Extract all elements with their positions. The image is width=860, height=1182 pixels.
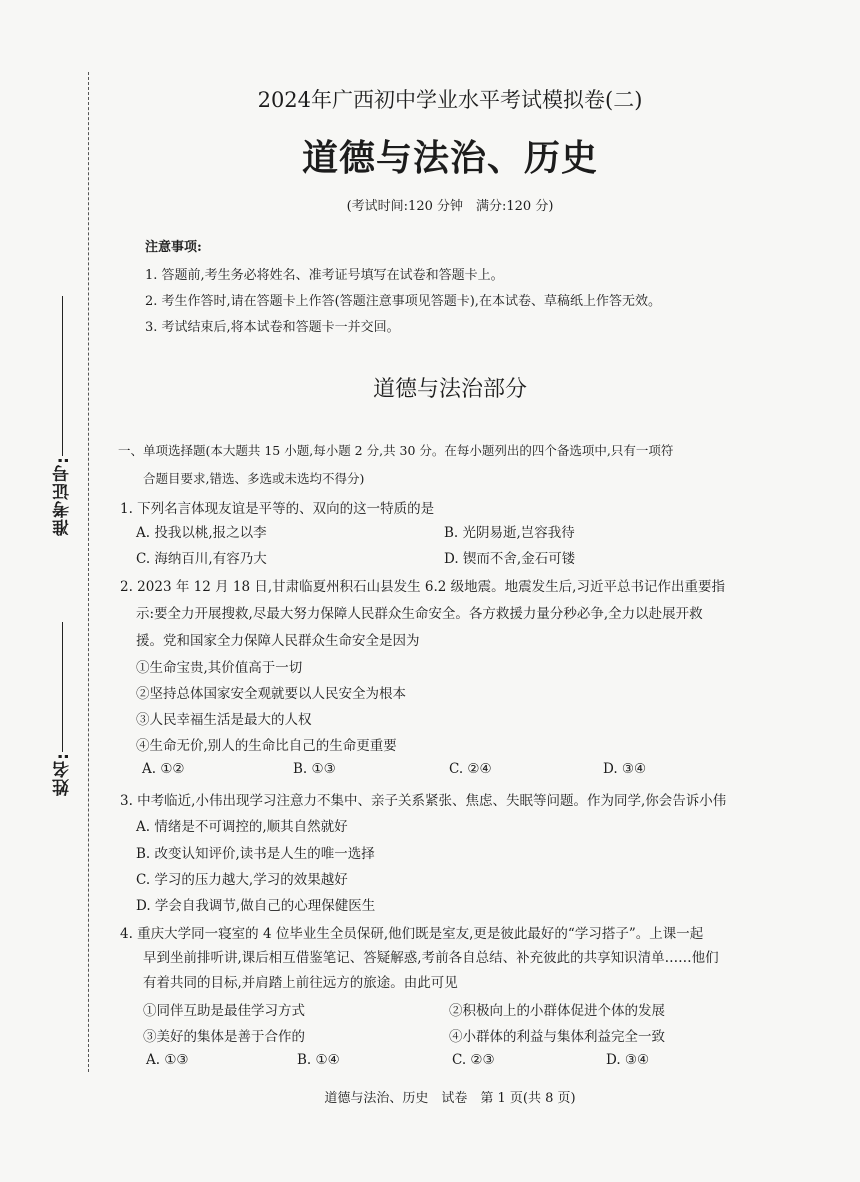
q2-option-a: A. ①②: [142, 761, 185, 777]
q1-option-b: B. 光阴易逝,岂容我待: [444, 525, 575, 541]
q4-statement: ②积极向上的小群体促进个体的发展: [449, 1003, 665, 1019]
q4-stem-cont: 早到坐前排听讲,课后相互借鉴笔记、答疑解惑,考前各自总结、补充彼此的共享知识清单……他们: [143, 950, 719, 966]
q1-option-a: A. 投我以桃,报之以李: [136, 525, 267, 541]
q3-stem: 3. 中考临近,小伟出现学习注意力不集中、亲子关系紧张、焦虑、失眠等问题。作为同学,你会告诉小伟: [120, 793, 727, 809]
q2-statement: ③人民幸福生活是最大的人权: [136, 712, 312, 728]
section-title: 道德与法治部分: [372, 377, 527, 402]
q4-statement: ③美好的集体是善于合作的: [143, 1029, 305, 1045]
q2-option-d: D. ③④: [603, 761, 647, 777]
q2-statement: ①生命宝贵,其价值高于一切: [136, 660, 303, 676]
q4-option-a: A. ①③: [146, 1052, 189, 1068]
q4-stem-cont: 有着共同的目标,并肩踏上前往远方的旅途。由此可见: [143, 975, 458, 991]
exam-id-field[interactable]: [42, 296, 82, 536]
q3-option-c: C. 学习的压力越大,学习的效果越好: [136, 872, 348, 888]
note-item: 3. 考试结束后,将本试卷和答题卡一并交回。: [145, 320, 400, 335]
q3-option-d: D. 学会自我调节,做自己的心理保健医生: [136, 898, 376, 914]
q4-statement: ①同伴互助是最佳学习方式: [143, 1003, 305, 1019]
q4-option-b: B. ①④: [297, 1052, 340, 1068]
q2-option-c: C. ②④: [449, 761, 492, 777]
q1-stem: 1. 下列名言体现友谊是平等的、双向的这一特质的是: [120, 501, 435, 517]
page-footer: 道德与法治、历史 试卷 第 1 页(共 8 页): [324, 1091, 576, 1106]
q3-option-b: B. 改变认知评价,读书是人生的唯一选择: [136, 846, 375, 862]
q4-option-c: C. ②③: [452, 1052, 495, 1068]
q1-option-c: C. 海纳百川,有容乃大: [136, 551, 267, 567]
note-item: 1. 答题前,考生务必将姓名、准考证号填写在试卷和答题卡上。: [145, 268, 504, 283]
q2-statement: ④生命无价,别人的生命比自己的生命更重要: [136, 738, 397, 754]
q3-option-a: A. 情绪是不可调控的,顺其自然就好: [136, 819, 348, 835]
binding-dashed-line: [88, 72, 89, 1072]
q2-stem: 2. 2023 年 12 月 18 日,甘肃临夏州积石山县发生 6.2 级地震。地震发生后,习近平总书记作出重要指: [120, 579, 725, 595]
q1-option-d: D. 锲而不舍,金石可镂: [444, 551, 576, 567]
notes-title: 注意事项:: [145, 240, 202, 255]
exam-title: 2024年广西初中学业水平考试模拟卷(二): [257, 88, 643, 112]
section-instruction: 一、单项选择题(本大题共 15 小题,每小题 2 分,共 30 分。在每小题列出的四个备选项中,只有一项符: [118, 443, 674, 458]
section-instruction-cont: 合题目要求,错选、多选或未选均不得分): [143, 471, 365, 486]
exam-info: (考试时间:120 分钟 满分:120 分): [346, 199, 554, 214]
q4-stem: 4. 重庆大学同一寝室的 4 位毕业生全员保研,他们既是室友,更是彼此最好的“学习搭子”。上课一起: [120, 926, 704, 942]
q2-option-b: B. ①③: [293, 761, 336, 777]
subject-title: 道德与法治、历史: [301, 137, 598, 179]
q2-statement: ②坚持总体国家安全观就要以人民安全为根本: [136, 686, 406, 702]
q2-stem-cont: 援。党和国家全力保障人民群众生命安全是因为: [136, 633, 420, 649]
q2-stem-cont: 示:要全力开展搜救,尽最大努力保障人民群众生命安全。各方救援力量分秒必争,全力以赴展开救: [136, 606, 703, 622]
exam-id-label: 准考证号:: [52, 456, 73, 536]
name-field[interactable]: [42, 622, 82, 796]
note-item: 2. 考生作答时,请在答题卡上作答(答题注意事项见答题卡),在本试卷、草稿纸上作答无效。: [145, 294, 661, 309]
name-blank-line[interactable]: [62, 622, 63, 752]
q4-option-d: D. ③④: [606, 1052, 650, 1068]
name-label: 姓名:: [52, 752, 73, 796]
q4-statement: ④小群体的利益与集体利益完全一致: [449, 1029, 665, 1045]
